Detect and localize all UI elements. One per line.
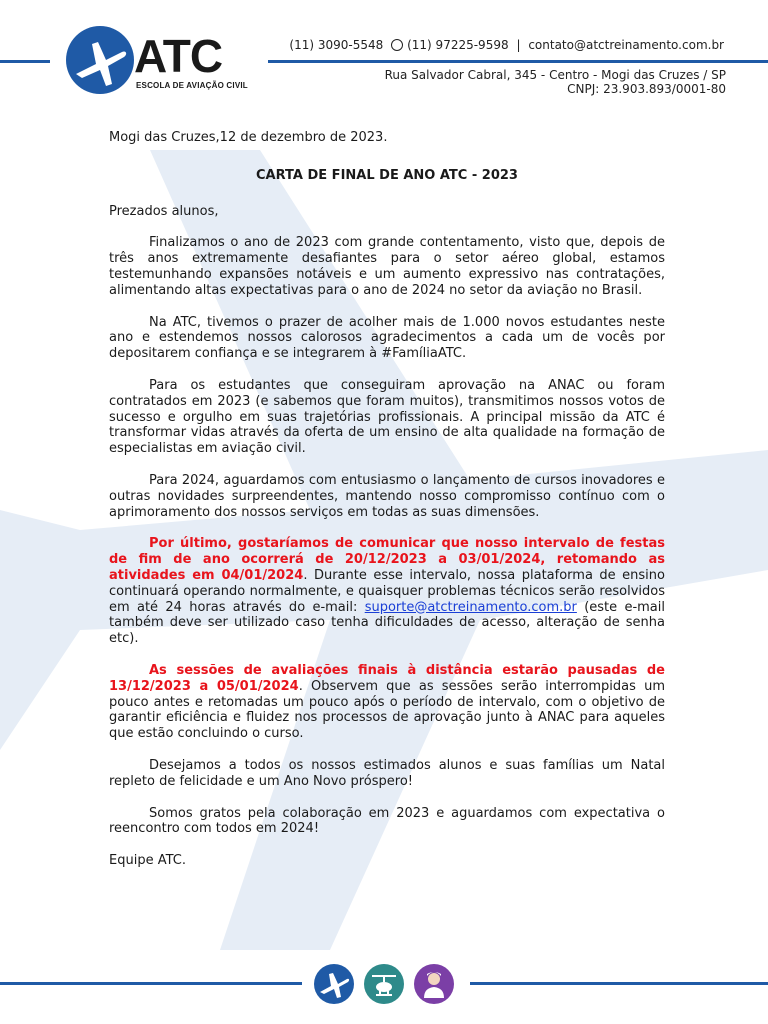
paragraph-5-tail: (este e-mail também deve ser utilizado caso tenha dificuldades de acesso, alteração de senha etc). <box>109 599 665 647</box>
contact-separator: | <box>516 38 521 52</box>
support-email-link[interactable]: suporte@atctreinamento.com.br <box>364 599 577 615</box>
header-divider-right <box>268 60 768 63</box>
company-address: Rua Salvador Cabral, 345 - Centro - Mogi das Cruzes / SP <box>384 68 726 82</box>
airplane-icon <box>314 964 354 1004</box>
whatsapp-icon <box>391 39 403 51</box>
paragraph-3: Para os estudantes que conseguiram aprovação na ANAC ou foram contratados em 2023 (e sabemos que foram muitos), transmitimos nossos votos de sucesso e orgulho em suas trajetórias profissionais. A principal missão da ATC é transformar vidas através da oferta de um ensino de alta qualidade na formação de especialistas em aviação civil. <box>109 377 665 457</box>
letter-date: Mogi das Cruzes,12 de dezembro de 2023. <box>109 130 388 145</box>
holiday-notice: Por último, gostaríamos de comunicar que nosso intervalo de festas de fim de ano ocorrerá de 20/12/2023 a 03/01/2024, retomando as atividades em 04/01/2024 <box>109 536 665 583</box>
paragraph-4: Para 2024, aguardamos com entusiasmo o lançamento de cursos inovadores e outras novidades surpreendentes, mantendo nosso compromisso contínuo com o aprimoramento dos nossos serviços em todas as suas dimensões. <box>109 472 665 520</box>
logo-subtitle: ESCOLA DE AVIAÇÃO CIVIL <box>136 81 248 90</box>
contact-row <box>287 38 726 52</box>
letter-greeting: Prezados alunos, <box>109 203 219 219</box>
paragraph-5 <box>109 536 665 647</box>
phone-number: (11) 3090-5548 <box>289 38 384 52</box>
footer-divider-left <box>0 982 302 985</box>
company-cnpj: CNPJ: 23.903.893/0001-80 <box>567 82 726 96</box>
paragraph-2: Na ATC, tivemos o prazer de acolher mais de 1.000 novos estudantes neste ano e estendemos nossos calorosos agradecimentos a cada um de vocês por depositarem confiança e se integrarem à #FamíliaATC. <box>109 314 665 362</box>
helicopter-icon <box>364 964 404 1004</box>
logo-wordmark: ATC <box>134 30 223 82</box>
contact-email: contato@atctreinamento.com.br <box>528 38 724 52</box>
paragraph-7: Desejamos a todos os nossos estimados alunos e suas famílias um Natal repleto de felicidade e um Ano Novo próspero! <box>109 757 665 789</box>
flight-attendant-icon <box>414 964 454 1004</box>
logo-airplane-icon <box>66 26 134 94</box>
paragraph-5-text: . Durante esse intervalo, nossa plataforma de ensino continuará operando normalmente, e quaisquer problemas técnicos serão resolvidos em até 24 horas através do e-mail: <box>109 567 665 615</box>
letter-title: CARTA DE FINAL DE ANO ATC - 2023 <box>256 167 518 183</box>
header-divider-left <box>0 60 50 63</box>
paragraph-6 <box>109 663 665 742</box>
letter-signature: Equipe ATC. <box>109 853 186 869</box>
footer-divider-right <box>470 982 768 985</box>
exam-pause-notice: As sessões de avaliações finais à distância estarão pausadas de 13/12/2023 a 05/01/2024 <box>109 662 665 694</box>
logo-badge <box>66 26 134 94</box>
atc-logo <box>66 26 266 106</box>
paragraph-1: Finalizamos o ano de 2023 com grande contentamento, visto que, depois de três anos extremamente desafiantes para o setor aéreo global, estamos testemunhando expansões notáveis e um aumento expressivo nas contratações, alimentando altas expectativas para o ano de 2024 no setor da aviação no Brasil. <box>109 235 665 298</box>
letter-body <box>109 130 665 869</box>
paragraph-6-text: . Observem que as sessões serão interrompidas um pouco antes e retomadas um pouco após o período de intervalo, com o objetivo de garantir eficiência e fluidez nos processos de aprovação junto à ANAC para aqueles que estão concluindo o curso. <box>109 678 665 742</box>
whatsapp-number: (11) 97225-9598 <box>407 38 509 52</box>
paragraph-8: Somos gratos pela colaboração em 2023 e aguardamos com expectativa o reencontro com todos em 2024! <box>109 805 665 837</box>
